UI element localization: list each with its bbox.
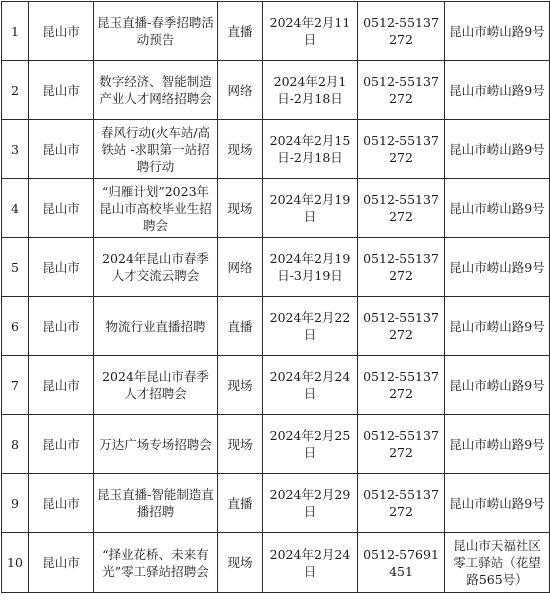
contact-phone-cell: 0512-55137272 [358,2,445,61]
address-cell: 昆山市崂山路9号 [445,474,550,533]
contact-phone-cell: 0512-55137272 [358,179,445,238]
city-cell: 昆山市 [29,474,94,533]
row-number-cell: 9 [2,474,29,533]
event-date-cell: 2024年2月19日 [263,179,358,238]
city-cell: 昆山市 [29,2,94,61]
table-body [2,2,550,593]
contact-phone-cell: 0512-55137272 [358,120,445,179]
event-type-cell: 现场 [218,533,263,593]
contact-phone-cell: 0512-55137272 [358,415,445,474]
event-type-cell: 现场 [218,120,263,179]
event-date-cell: 2024年2月24日 [263,356,358,415]
job-fair-table [1,1,550,593]
contact-phone-cell: 0512-55137272 [358,238,445,297]
event-date-cell: 2024年2月22日 [263,297,358,356]
address-cell: 昆山市崂山路9号 [445,2,550,61]
event-name-cell: 春风行动(火车站/高铁站 -求职第一站招聘行动 [94,120,218,179]
address-cell: 昆山市崂山路9号 [445,120,550,179]
event-date-cell: 2024年2月11日 [263,2,358,61]
address-cell: 昆山市崂山路9号 [445,179,550,238]
address-cell: 昆山市崂山路9号 [445,297,550,356]
event-name-cell: 昆玉直播-春季招聘活动预告 [94,2,218,61]
table-row [2,61,550,120]
table-row [2,120,550,179]
event-name-cell: 2024年昆山市春季人才交流云聘会 [94,238,218,297]
row-number-cell: 2 [2,61,29,120]
event-date-cell: 2024年2月29日 [263,474,358,533]
address-cell: 昆山市崂山路9号 [445,61,550,120]
city-cell: 昆山市 [29,179,94,238]
row-number-cell: 5 [2,238,29,297]
event-type-cell: 现场 [218,179,263,238]
city-cell: 昆山市 [29,533,94,593]
event-type-cell: 现场 [218,415,263,474]
table-row [2,415,550,474]
event-name-cell: 物流行业直播招聘 [94,297,218,356]
event-name-cell: “归雁计划”2023年昆山市高校毕业生招聘会 [94,179,218,238]
contact-phone-cell: 0512-55137272 [358,61,445,120]
event-name-cell: 数字经济、智能制造产业人才网络招聘会 [94,61,218,120]
row-number-cell: 8 [2,415,29,474]
table-row [2,238,550,297]
address-cell: 昆山市崂山路9号 [445,415,550,474]
row-number-cell: 7 [2,356,29,415]
city-cell: 昆山市 [29,120,94,179]
event-date-cell: 2024年2月15日-2月18日 [263,120,358,179]
event-type-cell: 直播 [218,474,263,533]
contact-phone-cell: 0512-55137272 [358,356,445,415]
table-row [2,2,550,61]
city-cell: 昆山市 [29,297,94,356]
city-cell: 昆山市 [29,415,94,474]
event-date-cell: 2024年2月24日 [263,533,358,593]
row-number-cell: 1 [2,2,29,61]
city-cell: 昆山市 [29,238,94,297]
contact-phone-cell: 0512-55137272 [358,297,445,356]
row-number-cell: 6 [2,297,29,356]
city-cell: 昆山市 [29,61,94,120]
event-date-cell: 2024年2月19日-3月19日 [263,238,358,297]
job-fair-table-document [0,1,550,613]
city-cell: 昆山市 [29,356,94,415]
table-row [2,179,550,238]
row-number-cell: 3 [2,120,29,179]
contact-phone-cell: 0512-55137272 [358,474,445,533]
event-date-cell: 2024年2月25日 [263,415,358,474]
row-number-cell: 10 [2,533,29,593]
table-row [2,533,550,593]
address-cell: 昆山市崂山路9号 [445,238,550,297]
event-type-cell: 网络 [218,61,263,120]
contact-phone-cell: 0512-57691451 [358,533,445,593]
event-type-cell: 网络 [218,238,263,297]
address-cell: 昆山市崂山路9号 [445,356,550,415]
table-row [2,297,550,356]
row-number-cell: 4 [2,179,29,238]
event-type-cell: 现场 [218,356,263,415]
event-date-cell: 2024年2月1日-2月18日 [263,61,358,120]
address-cell: 昆山市天福社区零工驿站（花望路565号） [445,533,550,593]
event-type-cell: 直播 [218,297,263,356]
event-name-cell: 万达广场专场招聘会 [94,415,218,474]
event-name-cell: “择业花桥、未来有光”零工驿站招聘会 [94,533,218,593]
table-row [2,356,550,415]
event-name-cell: 昆玉直播-智能制造直播招聘 [94,474,218,533]
table-row [2,474,550,533]
event-type-cell: 直播 [218,2,263,61]
event-name-cell: 2024年昆山市春季人才招聘会 [94,356,218,415]
